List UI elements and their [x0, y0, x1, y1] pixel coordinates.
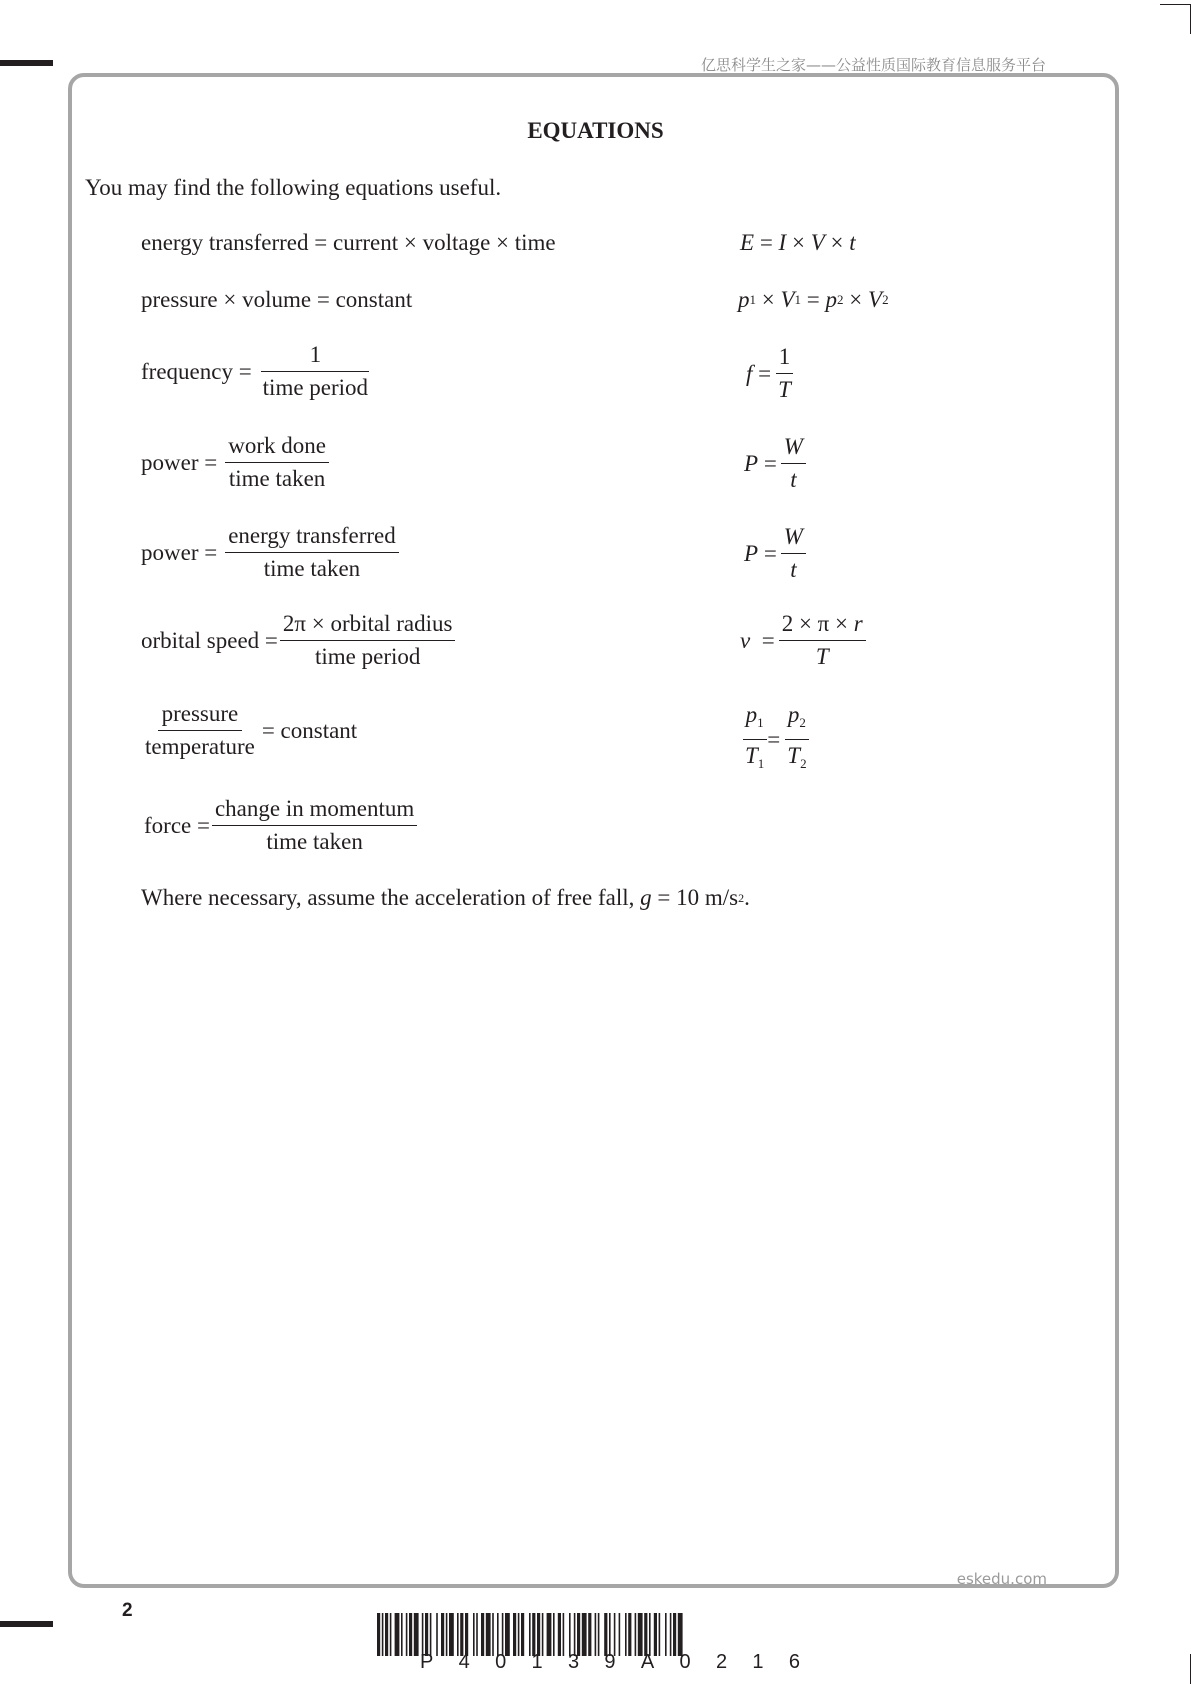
barcode-bar	[497, 1613, 499, 1656]
equals-sign: =	[761, 627, 775, 653]
barcode-bar	[649, 1613, 651, 1656]
barcode-bar	[678, 1613, 683, 1656]
fraction	[212, 795, 417, 856]
numerator	[779, 610, 866, 641]
numerator: W	[781, 523, 806, 554]
barcode-bar	[390, 1613, 392, 1656]
barcode-bar	[553, 1613, 555, 1656]
symbol-t: t	[849, 230, 856, 255]
fraction	[225, 432, 329, 493]
equation-lhs: orbital speed =	[141, 627, 278, 653]
symbol-g: g	[640, 885, 652, 910]
equation-frequency-word	[141, 341, 375, 402]
barcode-bar	[414, 1613, 419, 1656]
crop-mark-top-right-h	[1160, 4, 1191, 5]
note-end: .	[744, 885, 750, 910]
fraction	[781, 433, 806, 494]
barcode-bar	[481, 1613, 484, 1656]
numerator: work done	[225, 432, 329, 463]
barcode-bar	[425, 1613, 428, 1656]
watermark-top: 亿思科学生之家——公益性质国际教育信息服务平台	[700, 56, 1046, 74]
barcode-bar	[654, 1613, 657, 1656]
barcode-bar	[609, 1613, 611, 1656]
times-sign: ×	[761, 287, 775, 312]
equals-sign: =	[806, 287, 820, 312]
numerator	[785, 701, 809, 740]
equation-pressure-temperature-word	[142, 700, 357, 761]
times-sign: ×	[791, 230, 805, 255]
subscript: 1	[749, 292, 756, 307]
barcode-bar	[595, 1613, 597, 1656]
barcode-bar	[446, 1613, 448, 1656]
barcode-bar	[673, 1613, 676, 1656]
barcode-bar	[638, 1613, 643, 1656]
fraction	[742, 701, 767, 778]
symbol-T: T	[787, 743, 801, 768]
fraction	[784, 701, 809, 778]
symbol-P: P	[744, 450, 759, 476]
barcode-bar	[537, 1613, 540, 1656]
equation-text: pressure × volume = constant	[141, 287, 413, 312]
barcode-bar	[582, 1613, 587, 1656]
numerator: 2π × orbital radius	[280, 610, 456, 641]
denominator: time period	[314, 644, 421, 669]
symbol-V: V	[810, 230, 825, 255]
equation-frequency-symbol	[746, 343, 798, 404]
fraction	[781, 523, 806, 584]
equals-sign: =	[763, 450, 777, 476]
symbol-f: f	[746, 360, 753, 386]
barcode-char: A	[640, 1651, 655, 1673]
barcode-bar	[518, 1613, 520, 1656]
symbol-p: p	[787, 702, 800, 727]
symbol-E: E	[740, 230, 755, 255]
barcode-bar	[449, 1613, 454, 1656]
denominator	[784, 740, 809, 778]
barcode-bar	[513, 1613, 516, 1656]
denominator: time taken	[266, 829, 363, 854]
equals-sign: =	[767, 726, 781, 752]
barcode-bar	[659, 1613, 661, 1656]
barcode-bar	[542, 1613, 544, 1656]
superscript: 2	[738, 890, 745, 905]
barcode-bar	[569, 1613, 571, 1656]
barcode	[377, 1613, 809, 1656]
numerator: change in momentum	[212, 795, 417, 826]
barcode-bar	[473, 1613, 475, 1656]
subscript: 1	[794, 292, 802, 307]
fraction	[775, 343, 794, 404]
barcode-bar	[532, 1613, 535, 1656]
page-title: EQUATIONS	[527, 118, 664, 143]
barcode-bar	[625, 1613, 627, 1656]
symbol-p: p	[745, 702, 758, 727]
denominator: time taken	[228, 466, 326, 491]
numerator	[743, 701, 767, 740]
equals-sign: =	[758, 360, 772, 386]
fraction	[779, 610, 866, 671]
symbol-p: p	[738, 287, 750, 312]
barcode-bar	[635, 1613, 637, 1656]
barcode-bar	[505, 1613, 510, 1656]
denominator	[742, 740, 767, 778]
denominator: time taken	[263, 556, 361, 581]
numerator: W	[781, 433, 806, 464]
fraction	[280, 610, 456, 671]
barcode-bar	[529, 1613, 531, 1656]
equation-pressure-volume-symbol	[738, 287, 889, 313]
barcode-char: 0	[495, 1651, 507, 1673]
barcode-char: 4	[458, 1651, 470, 1673]
barcode-char: 6	[788, 1651, 800, 1673]
equation-pressure-temperature-symbol	[742, 701, 814, 778]
symbol-V: V	[780, 287, 795, 312]
barcode-bar	[409, 1613, 412, 1656]
numerator: pressure	[158, 700, 243, 731]
barcode-char: 1	[752, 1651, 764, 1673]
equation-power-energy-word	[141, 522, 403, 583]
barcode-bar	[563, 1613, 565, 1656]
barcode-bar	[588, 1613, 591, 1656]
page-number: 2	[122, 1600, 133, 1621]
numerator: 1	[776, 343, 794, 374]
subscript: 2	[837, 292, 844, 307]
equation-orbital-speed-symbol	[740, 610, 870, 671]
gravity-note	[141, 885, 750, 911]
barcode-bar	[457, 1613, 459, 1656]
numerator: 1	[261, 341, 369, 372]
barcode-bar	[436, 1613, 438, 1656]
barcode-bar	[395, 1613, 400, 1656]
equation-energy-symbol	[740, 230, 856, 256]
note-value: = 10 m/s	[651, 885, 739, 910]
barcode-bar	[406, 1613, 408, 1656]
subscript: 2	[799, 715, 806, 730]
barcode-bar	[430, 1613, 432, 1656]
equation-lhs: frequency =	[141, 358, 252, 384]
subscript: 1	[757, 715, 764, 730]
denominator: temperature	[145, 734, 255, 759]
barcode-bar	[598, 1613, 600, 1656]
equation-lhs: power =	[141, 539, 218, 565]
barcode-char: 3	[567, 1651, 580, 1673]
barcode-bar	[665, 1613, 667, 1656]
barcode-bar	[547, 1613, 552, 1656]
equals-sign: =	[759, 230, 773, 255]
subscript: 1	[757, 756, 765, 771]
denominator: time period	[262, 375, 369, 400]
barcode-char: 2	[715, 1651, 728, 1673]
times-sign: ×	[830, 230, 844, 255]
barcode-bar	[502, 1613, 504, 1656]
symbol-V: V	[868, 287, 883, 312]
barcode-bar	[385, 1613, 388, 1656]
barcode-bar	[604, 1613, 607, 1656]
barcode-bar	[644, 1613, 647, 1656]
barcode-bar	[422, 1613, 424, 1656]
intro-text: You may find the following equations useful.	[85, 175, 502, 200]
equation-pressure-volume-word	[141, 287, 412, 313]
barcode-bar	[577, 1613, 580, 1656]
barcode-bar	[460, 1613, 463, 1656]
barcode-bar	[476, 1613, 478, 1656]
subscript: 2	[800, 756, 807, 771]
denominator: T	[815, 644, 829, 669]
barcode-bar	[465, 1613, 468, 1656]
equation-lhs: force =	[144, 812, 210, 838]
barcode-bar	[619, 1613, 621, 1656]
symbol-I: I	[778, 230, 787, 255]
registration-mark-top-left	[0, 60, 53, 66]
barcode-char: P	[420, 1651, 434, 1673]
denominator: t	[790, 467, 797, 492]
registration-mark-bottom-left	[0, 1621, 53, 1627]
denominator: T	[778, 377, 791, 402]
barcode-bar	[558, 1613, 561, 1656]
symbol-T: T	[745, 743, 758, 768]
watermark-bottom: eskedu.com	[956, 1570, 1047, 1588]
barcode-bar	[377, 1613, 380, 1656]
symbol-p: p	[825, 287, 838, 312]
symbol-P: P	[744, 540, 759, 566]
symbol-r: r	[853, 611, 863, 636]
equation-energy-word	[141, 230, 556, 256]
equation-power-energy-symbol	[744, 523, 810, 584]
equation-rhs: = constant	[261, 717, 358, 743]
equation-lhs: power =	[141, 449, 218, 475]
barcode-bar	[492, 1613, 494, 1656]
equation-text: energy transferred = current × voltage × time	[141, 230, 556, 255]
equals-sign: =	[763, 540, 777, 566]
numerator-coefficient: 2 × π ×	[781, 611, 854, 636]
barcode-bar	[670, 1613, 672, 1656]
symbol-v: v	[740, 627, 751, 653]
equation-power-work-symbol	[744, 433, 810, 494]
barcode-bar	[486, 1613, 491, 1656]
fraction	[225, 522, 399, 583]
barcode-char: 1	[531, 1651, 543, 1673]
barcode-bar	[521, 1613, 524, 1656]
equation-power-work-word	[141, 432, 333, 493]
barcode-bar	[401, 1613, 403, 1656]
barcode-text	[420, 1651, 800, 1674]
barcode-bar	[382, 1613, 384, 1656]
numerator: energy transferred	[225, 522, 399, 553]
equation-orbital-speed-word	[141, 610, 459, 671]
denominator: t	[790, 557, 797, 582]
fraction	[142, 700, 258, 761]
fraction	[260, 341, 371, 402]
equation-force-word	[144, 795, 421, 856]
barcode-char: 9	[604, 1651, 616, 1673]
subscript: 2	[882, 292, 889, 307]
times-sign: ×	[849, 287, 863, 312]
barcode-char: 0	[679, 1651, 691, 1673]
barcode-bar	[628, 1613, 631, 1656]
barcode-bar	[574, 1613, 576, 1656]
barcode-bar	[614, 1613, 616, 1656]
barcode-bar	[441, 1613, 444, 1656]
note-text: Where necessary, assume the acceleration of free fall,	[141, 885, 641, 910]
